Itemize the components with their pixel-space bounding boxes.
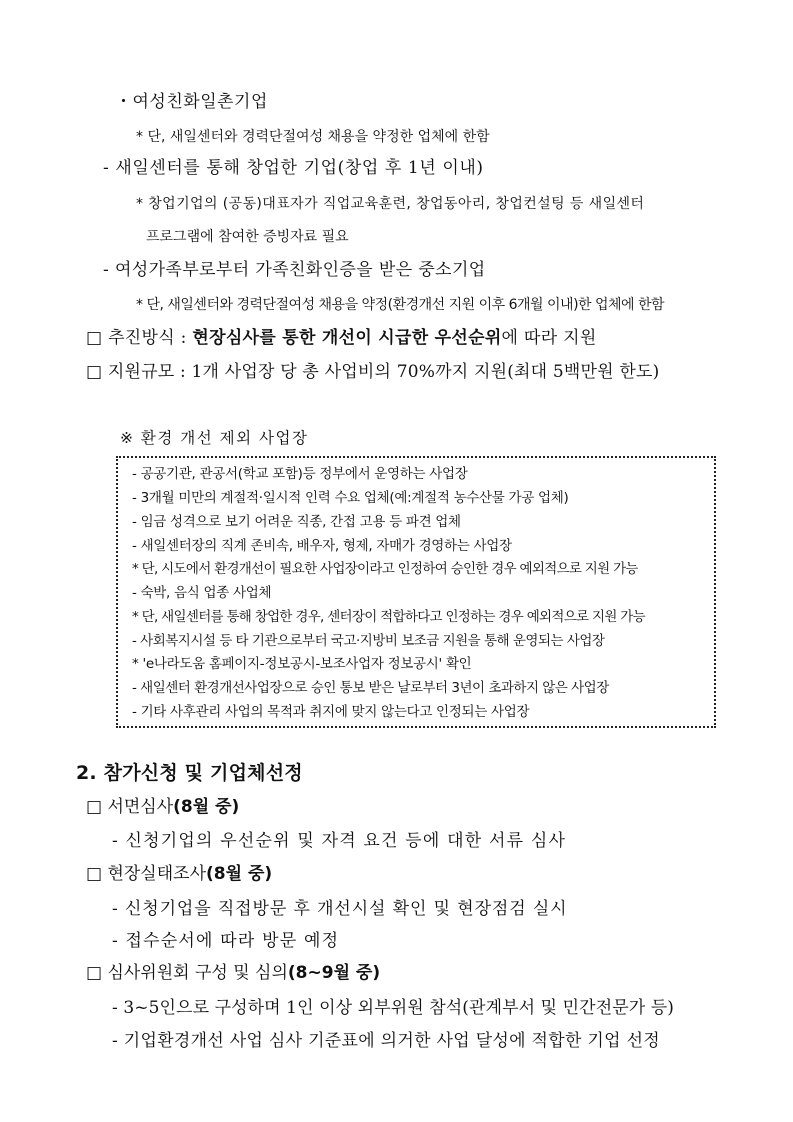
- committee-detail: - 3~5인으로 구성하며 1인 이상 외부위원 참석(관계부서 및 민간전문가 등): [112, 998, 675, 1018]
- doc-review-detail: - 신청기업의 우선순위 및 자격 요건 등에 대한 서류 심사: [112, 831, 567, 851]
- exclusion-box: [116, 456, 716, 728]
- exclusion-title: ※ 환경 개선 제외 사업장: [120, 429, 309, 447]
- bullet-startup-company: - 새일센터를 통해 창업한 기업(창업 후 1년 이내): [103, 158, 484, 178]
- doc-review-line: [86, 799, 239, 816]
- exclusion-item: - 3개월 미만의 계절적·일시적 인력 수요 업체(예:계절적 농수산물 가공 업체): [132, 490, 569, 506]
- exclusion-item: * 'e나라도움 홈페이지-정보공시-보조사업자 정보공시' 확인: [132, 656, 472, 672]
- committee-line: [86, 965, 380, 982]
- site-survey-detail: - 신청기업을 직접방문 후 개선시설 확인 및 현장점검 실시: [112, 899, 568, 919]
- exclusion-item: - 기타 사후관리 사업의 목적과 취지에 맞지 않는다고 인정되는 사업장: [132, 704, 530, 720]
- method-suffix: 에 따라 지원: [501, 328, 597, 348]
- exclusion-item: - 새일센터장의 직계 존비속, 배우자, 형제, 자매가 경영하는 사업장: [132, 538, 512, 554]
- exclusion-item: - 임금 성격으로 보기 어려운 직종, 간접 고용 등 파견 업체: [132, 514, 461, 530]
- section-heading: 2. 참가신청 및 기업체선정: [76, 762, 303, 784]
- note-line: * 단, 새일센터와 경력단절여성 채용을 약정(환경개선 지원 이후 6개월 이내)한 업체에 한함: [136, 297, 665, 313]
- committee-detail: - 기업환경개선 사업 심사 기준표에 의거한 사업 달성에 적합한 기업 선정: [112, 1031, 661, 1051]
- committee-period: (8~9월 중): [287, 963, 381, 983]
- committee-label: □ 심사위원회 구성 및 심의: [86, 963, 288, 983]
- doc-review-label: □ 서면심사: [86, 797, 174, 817]
- exclusion-item: * 단, 새일센터를 통해 창업한 경우, 센터장이 적합하다고 인정하는 경우 예외적으로 지원 가능: [132, 609, 645, 625]
- method-emphasis: 현장심사를 통한 개선이 시급한 우선순위: [192, 328, 502, 348]
- method-prefix: □ 추진방식 :: [86, 328, 193, 348]
- exclusion-item: - 공공기관, 관공서(학교 포함)등 정부에서 운영하는 사업장: [132, 466, 468, 482]
- exclusion-item: - 새일센터 환경개선사업장으로 승인 통보 받은 날로부터 3년이 초과하지 않은 사업장: [132, 680, 609, 696]
- note-line: 프로그램에 참여한 증빙자료 필요: [146, 229, 349, 245]
- site-survey-label: □ 현장실태조사: [86, 864, 206, 884]
- doc-review-period: (8월 중): [173, 797, 240, 817]
- note-line: * 창업기업의 (공동)대표자가 직업교육훈련, 창업동아리, 창업컨설팅 등 새일센터: [136, 196, 645, 212]
- site-survey-detail: - 접수순서에 따라 방문 예정: [112, 931, 340, 951]
- exclusion-item: - 사회복지시설 등 타 기관으로부터 국고·지방비 보조금 지원을 통해 운영되는 사업장: [132, 633, 605, 649]
- site-survey-period: (8월 중): [206, 864, 273, 884]
- scale-line: □ 지원규모 : 1개 사업장 당 총 사업비의 70%까지 지원(최대 5백만원 한도): [86, 362, 660, 382]
- exclusion-item: * 단, 시도에서 환경개선이 필요한 사업장이라고 인정하여 승인한 경우 예외적으로 지원 가능: [132, 561, 638, 577]
- bullet-women-friendly-company: ・여성친화일촌기업: [115, 92, 268, 112]
- exclusion-item: - 숙박, 음식 업종 사업체: [132, 585, 272, 601]
- method-line: [86, 330, 597, 347]
- note-line: * 단, 새일센터와 경력단절여성 채용을 약정한 업체에 한함: [136, 129, 490, 145]
- bullet-family-friendly-company: - 여성가족부로부터 가족친화인증을 받은 중소기업: [103, 260, 486, 280]
- site-survey-line: [86, 866, 272, 883]
